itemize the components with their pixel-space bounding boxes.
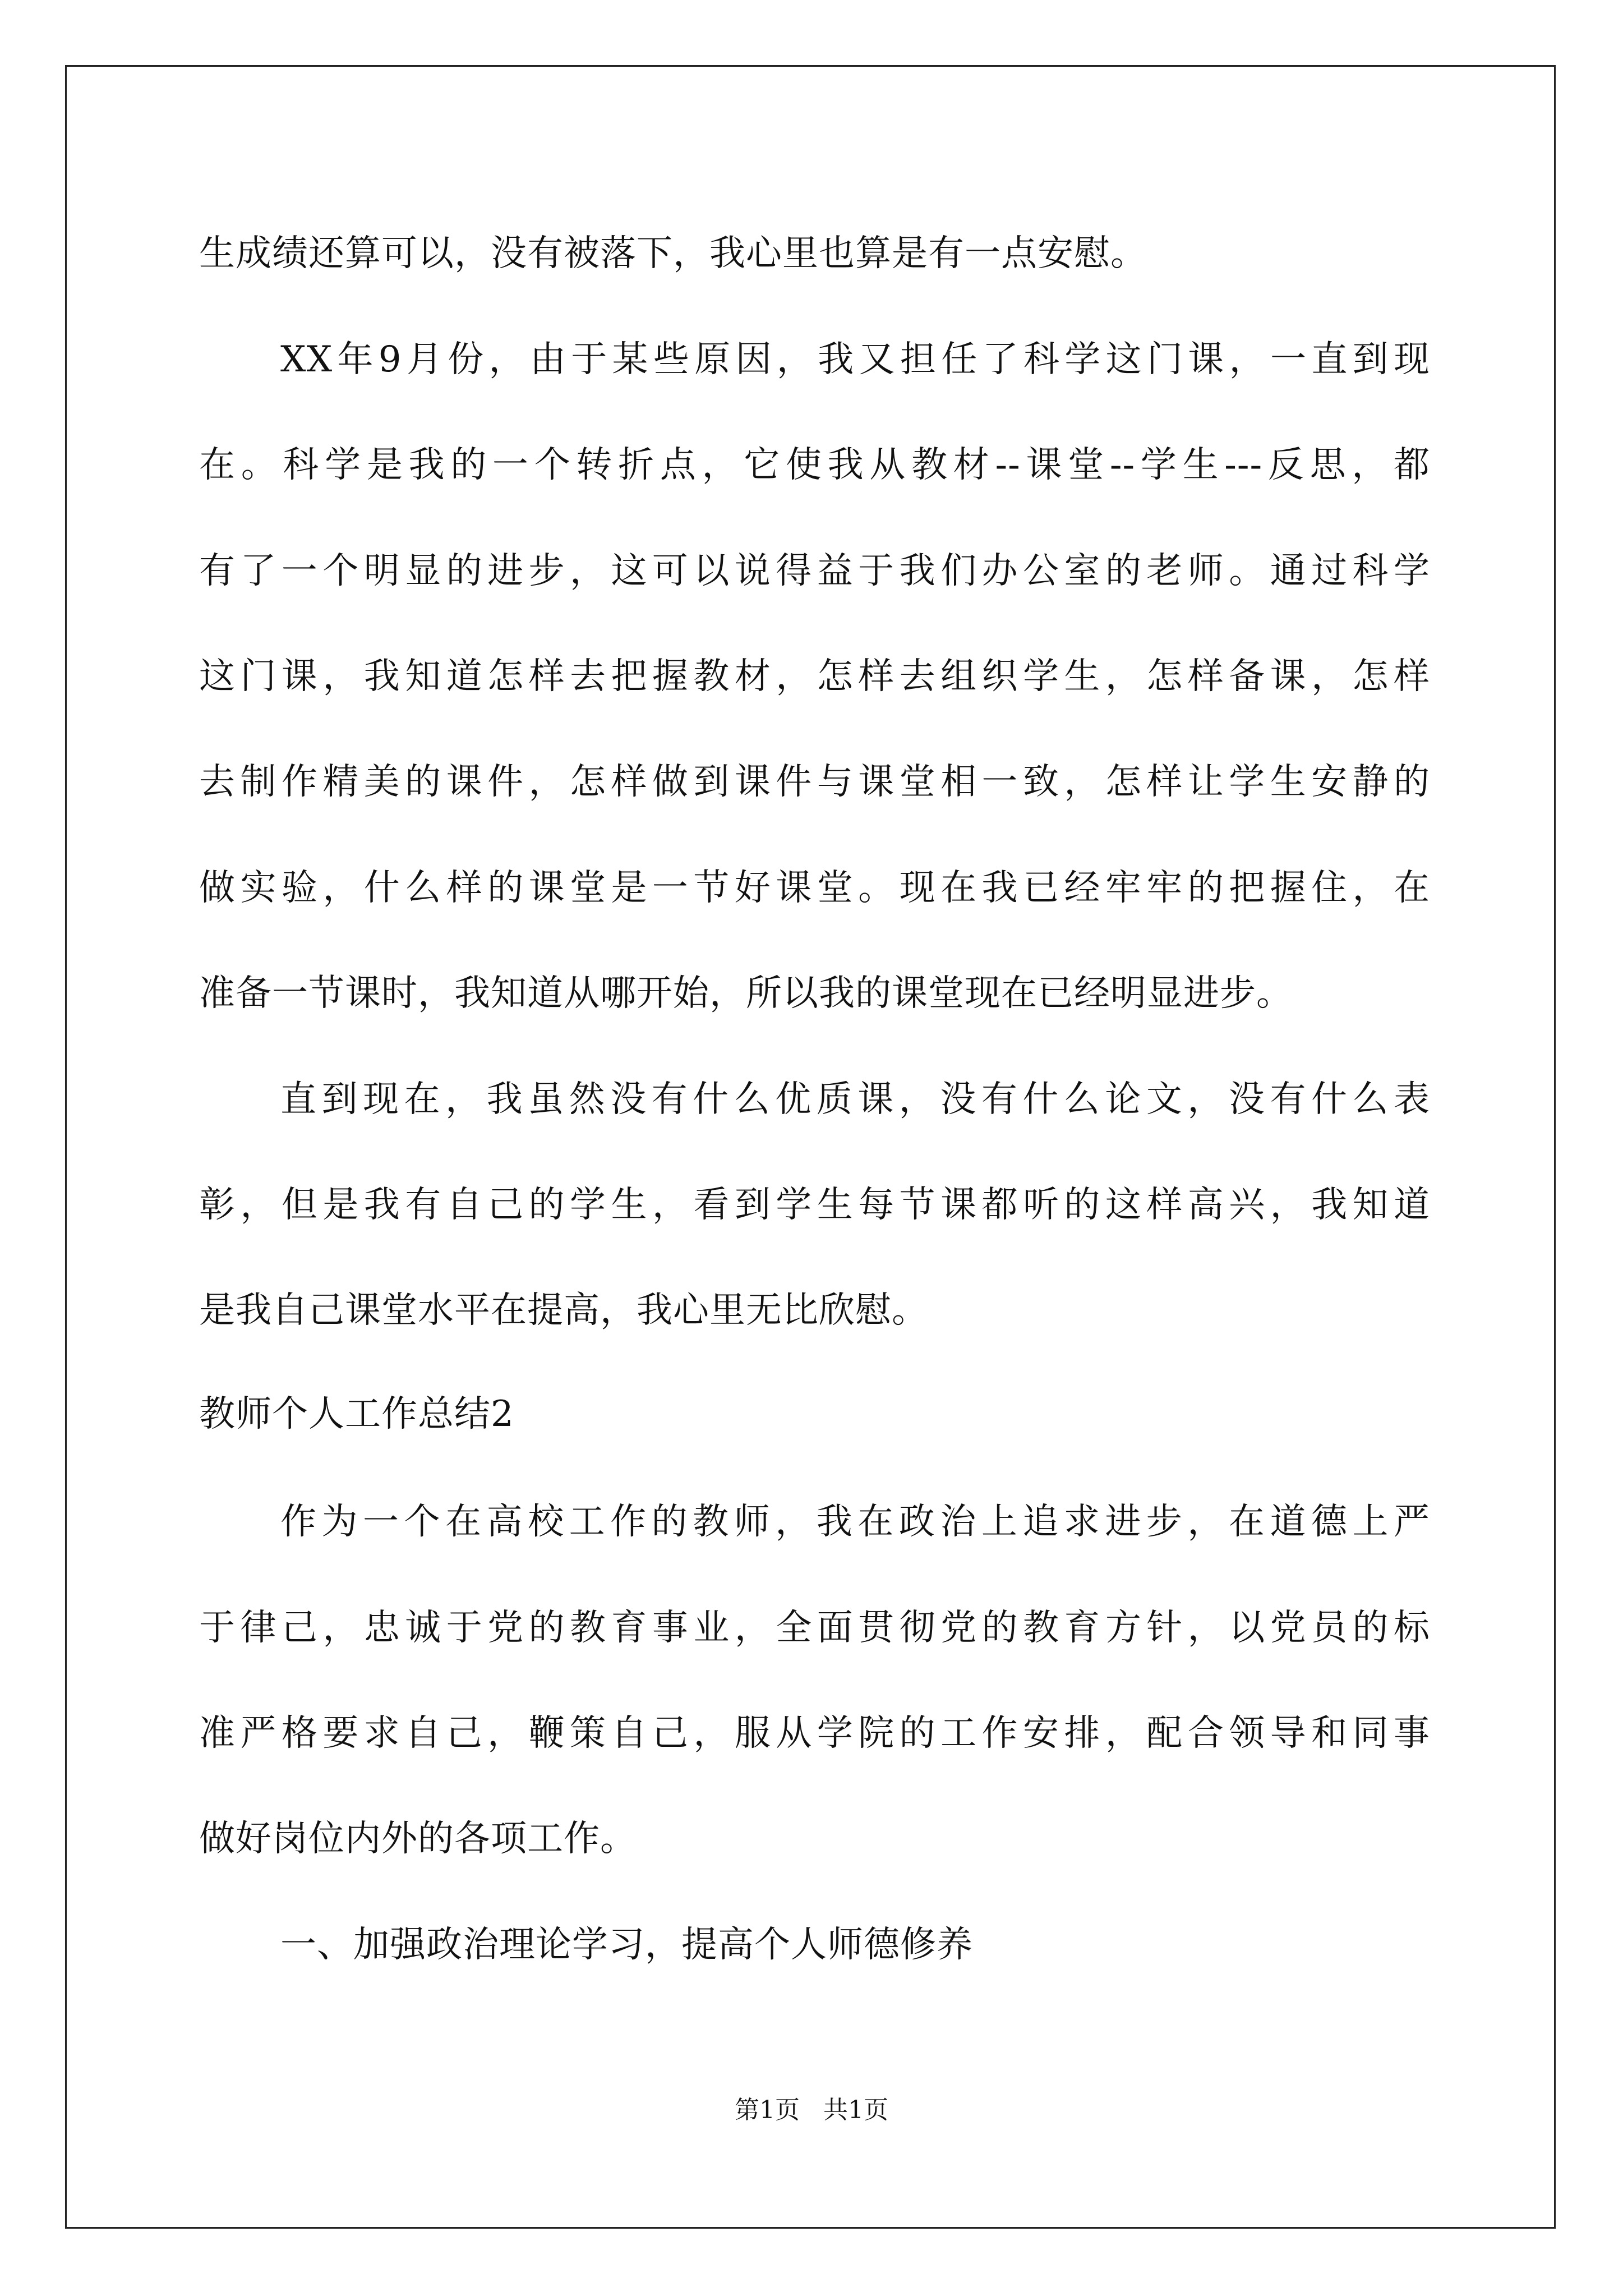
paragraph-line: 是我自己课堂水平在提高，我心里无比欣慰。 [199,1290,928,1331]
paragraph-line: 有了一个明显的进步，这可以说得益于我们办公室的老师。通过科学 [199,550,1430,592]
paragraph-line: 直到现在，我虽然没有什么优质课，没有什么论文，没有什么表 [280,1079,1430,1120]
subheading: 一、加强政治理论学习，提高个人师德修养 [280,1924,973,1966]
paragraph-line: 准备一节课时，我知道从哪开始，所以我的课堂现在已经明显进步。 [199,973,1293,1014]
paragraph-line: XX年9月份，由于某些原因，我又担任了科学这门课，一直到现 [280,339,1430,380]
paragraph-line: 彰，但是我有自己的学生，看到学生每节课都听的这样高兴，我知道 [199,1184,1430,1226]
paragraph-line: 去制作精美的课件，怎样做到课件与课堂相一致，怎样让学生安静的 [199,761,1430,803]
paragraph-line: 生成绩还算可以，没有被落下，我心里也算是有一点安慰。 [199,233,1147,274]
page-border [65,65,1556,2229]
section-heading: 教师个人工作总结2 [199,1393,514,1435]
paragraph-line: 做实验，什么样的课堂是一节好课堂。现在我已经牢牢的把握住，在 [199,867,1430,909]
paragraph-line: 做好岗位内外的各项工作。 [199,1818,637,1860]
page-footer: 第1页 共1页 [735,2096,888,2124]
paragraph-line: 准严格要求自己，鞭策自己，服从学院的工作安排，配合领导和同事 [199,1713,1430,1754]
paragraph-line: 这门课，我知道怎样去把握教材，怎样去组织学生，怎样备课，怎样 [199,656,1430,697]
paragraph-line: 作为一个在高校工作的教师，我在政治上追求进步，在道德上严 [280,1501,1430,1543]
paragraph-line: 于律己，忠诚于党的教育事业，全面贯彻党的教育方针，以党员的标 [199,1607,1430,1649]
paragraph-line: 在。科学是我的一个转折点，它使我从教材--课堂--学生---反思，都 [199,444,1430,486]
